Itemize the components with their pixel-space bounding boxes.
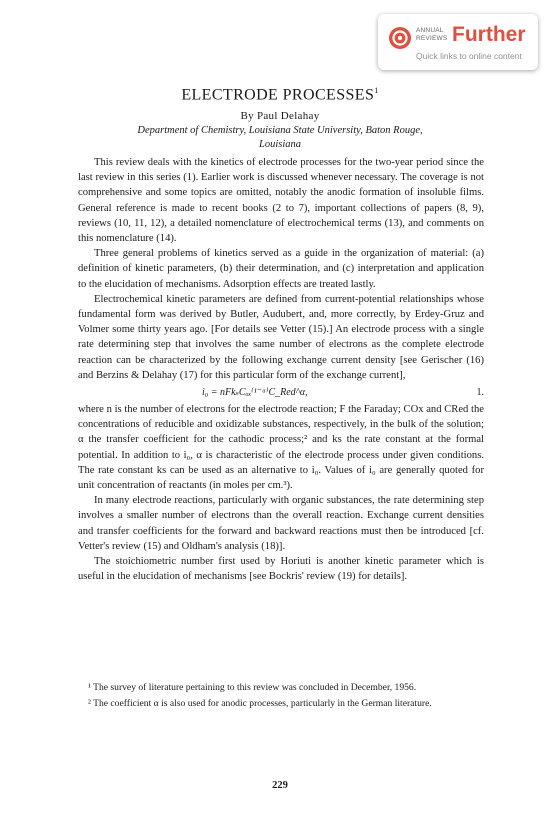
annual-reviews-logo-icon: [388, 26, 412, 50]
further-label[interactable]: Further: [452, 23, 526, 46]
footnote-2: ² The coefficient α is also used for anodic processes, particularly in the German literature.: [88, 698, 432, 709]
author-affiliation: [0, 124, 560, 152]
footnote-1: ¹ The survey of literature pertaining to this review was concluded in December, 1956.: [88, 682, 417, 693]
equation-formula: i₀ = nFkₛCₒₓ⁽¹⁻ᵅ⁾C_Red^α,: [202, 387, 308, 399]
paragraph-organization: Three general problems of kinetics served as a guide in the organization of material: (a) definition of kinetic parameters, (b) their determination, and (c) interpretation and application to the elucidation of mechanisms. Adsorption effects are treated lastly.: [78, 248, 484, 290]
paragraph-organic-reactions: In many electrode reactions, particularly with organic substances, the rate determining step involves a smaller number of electrons than the overall reaction. Exchange current densities and transfer coefficients for the forward and backward reactions must then be introduced [cf. Vetter's review (15) and Oldham's analysis (18)].: [78, 495, 484, 552]
quick-links-tagline[interactable]: Quick links to online content: [416, 51, 522, 61]
paragraph-definitions: where n is the number of electrons for the electrode reaction; F the Faraday; COx and CRed the concentrations of reducible and oxidizable substances, respectively, in the bulk of the solution; α the transfer coefficient for the cathodic process;² and ks the rate constant at the formal potential. In addition to i₀, α is characteristic of the electrode process under given conditions. The rate constant ks can be used as an alternative to i₀. Values of i₀ are generally quoted for unit concentration of reactants (in moles per cm.³).: [78, 404, 484, 492]
annual-reviews-further-badge[interactable]: [378, 14, 538, 70]
affiliation-line-2: Louisiana: [258, 139, 301, 150]
paragraph-stoichiometric-number: The stoichiometric number first used by Horiuti is another kinetic parameter which is useful in the elucidation of mechanisms [see Bockris' review (19) for details].: [78, 556, 484, 583]
equation-1: [78, 384, 484, 402]
brand-line-reviews: REVIEWS: [416, 34, 448, 42]
article-title: [0, 86, 560, 104]
paragraph-kinetic-parameters: Electrochemical kinetic parameters are defined from current-potential relationships whose fundamental form was derived by Butler, Audubert, and, more correctly, by Erdey-Gruz and Volmer some thirty years ago. [For details see Vetter (15).] An electrode process with a single rate determining step that involves the same number of electrons as the complete electrode reaction can be characterized by the following exchange current density [see Gerischer (16) and Berzins & Delahay (17) for this particular form of the exchange current],: [78, 293, 484, 381]
article-body: [78, 155, 484, 584]
author-byline: By Paul Delahay: [240, 110, 320, 122]
footnotes: [78, 681, 484, 713]
affiliation-line-1: Department of Chemistry, Louisiana State University, Baton Rouge,: [137, 125, 423, 136]
equation-number: 1.: [476, 387, 484, 399]
annual-reviews-wordmark: [416, 27, 447, 42]
title-footnote-marker[interactable]: 1: [374, 86, 379, 95]
page-number: 229: [272, 780, 288, 791]
brand-line-annual: ANNUAL: [416, 27, 444, 34]
paragraph-intro: This review deals with the kinetics of electrode processes for the two-year period since the last review in this series (1). Earlier work is discussed whenever necessary. The coverage is not comprehensive and some topics are omitted, notably the anodic formation of insoluble films. General reference is made to recent books (2 to 7), important collections of papers (8, 9), reviews (10, 11, 12), a detailed nomenclature of electrochemical terms (13), and comments on this nomenclature (14).: [78, 157, 484, 245]
article-title-text: ELECTRODE PROCESSES: [181, 86, 375, 104]
